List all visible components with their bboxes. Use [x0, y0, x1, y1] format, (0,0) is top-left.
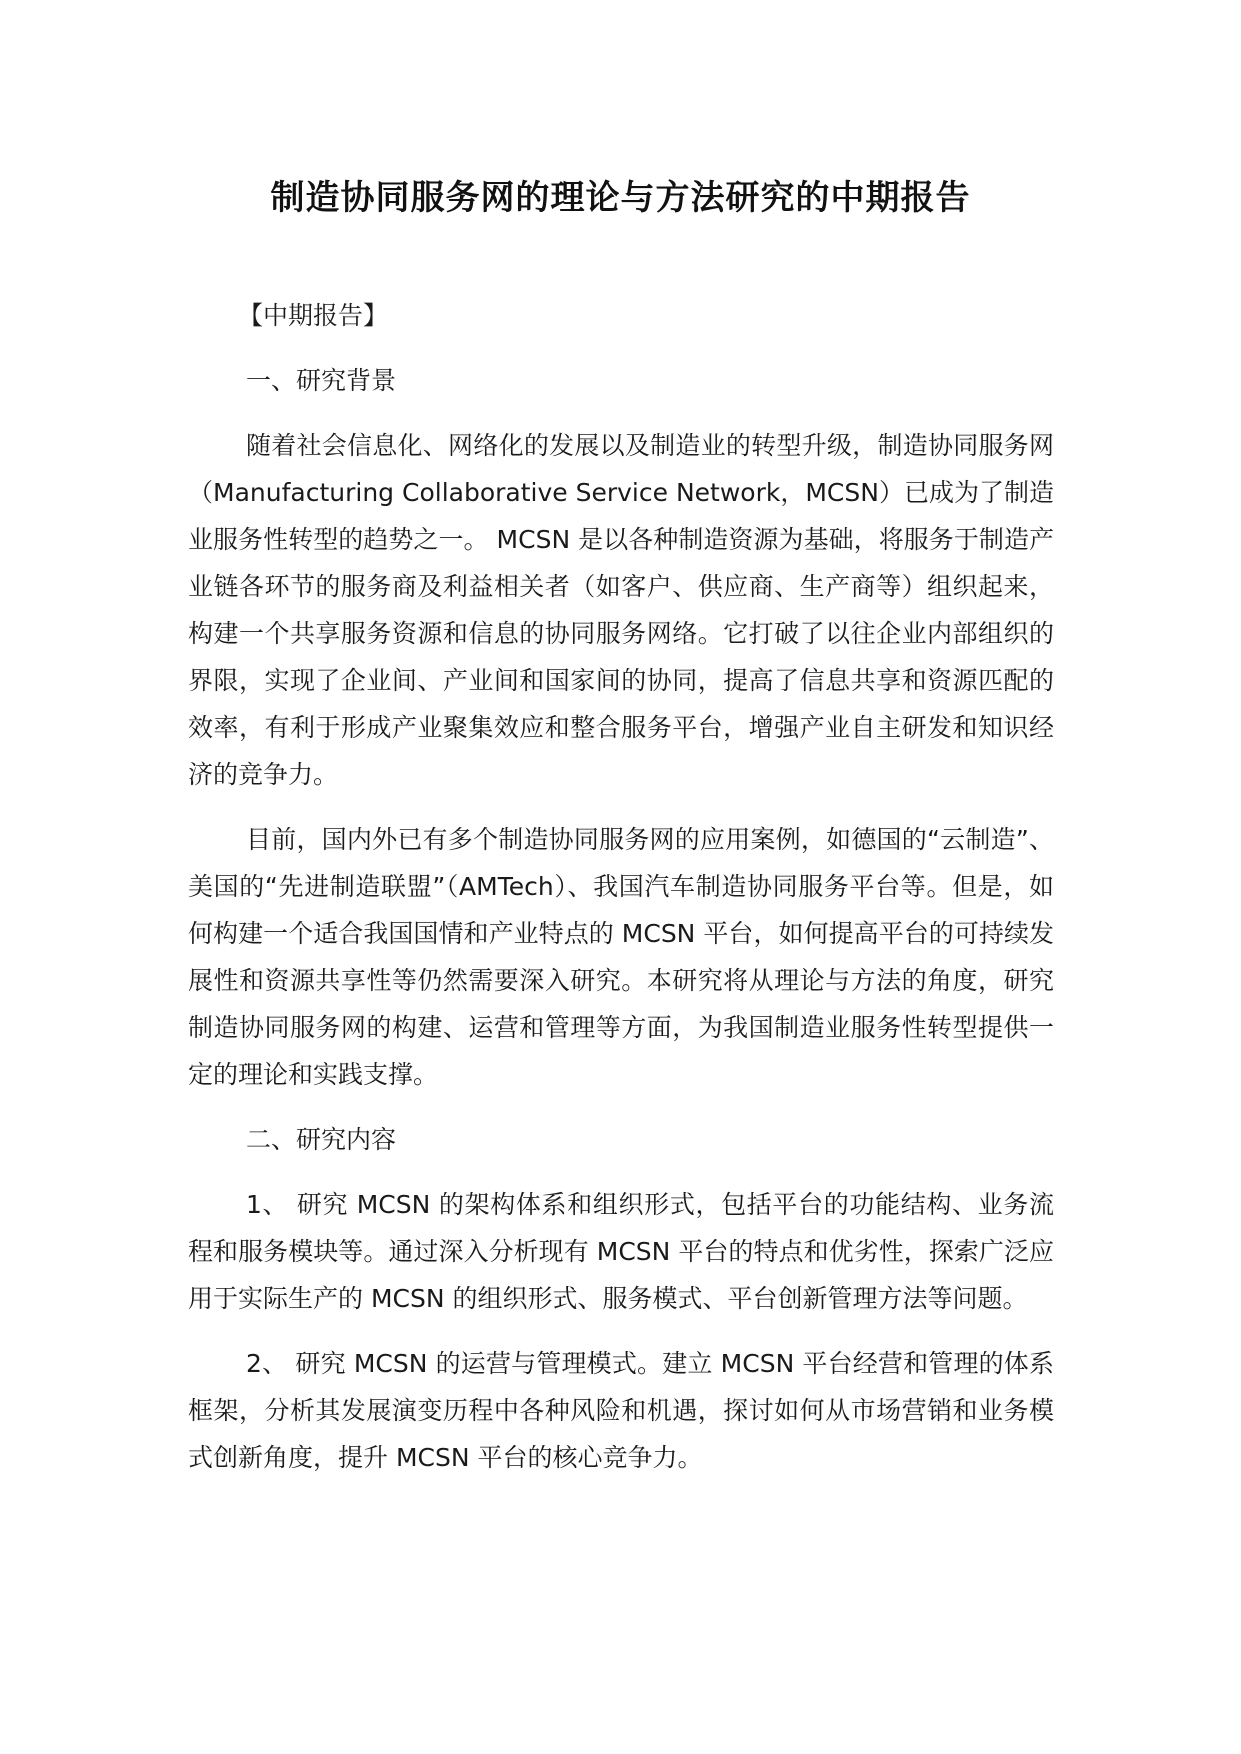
research-content-item: 2、 研究 MCSN 的运营与管理模式。建立 MCSN 平台经营和管理的体系框架，分析其发展演变历程中各种风险和机遇，探讨如何从市场营销和业务模式创新角度，提升 MCSN 平台的核心竞争力。 [188, 1349, 1054, 1472]
background-paragraph: 目前，国内外已有多个制造协同服务网的应用案例，如德国的“云制造”、美国的“先进制造联盟”（AMTech）、我国汽车制造协同服务平台等。但是，如何构建一个适合我国国情和产业特点的 MCSN 平台，如何提高平台的可持续发展性和资源共享性等仍然需要深入研究。本研究将从理论与方法的角度，研究制造协同服务网的构建、运营和管理等方面，为我国制造业服务性转型提供一定的理论和实践支撑。 [188, 825, 1054, 1089]
document-title: 制造协同服务网的理论与方法研究的中期报告 [270, 178, 971, 218]
background-paragraph: 随着社会信息化、网络化的发展以及制造业的转型升级，制造协同服务网（Manufacturing Collaborative Service Network，MCSN）已成为了制造业服务性转型的趋势之一。 MCSN 是以各种制造资源为基础，将服务于制造产业链各环节的服务商及利益相关者（如客户、供应商、生产商等）组织起来，构建一个共享服务资源和信息的协同服务网络。它打破了以往企业内部组织的界限，实现了企业间、产业间和国家间的协同，提高了信息共享和资源匹配的效率，有利于形成产业聚集效应和整合服务平台，增强产业自主研发和知识经济的竞争力。 [188, 431, 1054, 789]
section-heading-content: 二、研究内容 [246, 1125, 397, 1154]
report-label: 【中期报告】 [238, 301, 389, 330]
document-body [188, 292, 1054, 1499]
section-heading-background: 一、研究背景 [246, 366, 397, 395]
research-content-item: 1、 研究 MCSN 的架构体系和组织形式，包括平台的功能结构、业务流程和服务模块等。通过深入分析现有 MCSN 平台的特点和优劣性，探索广泛应用于实际生产的 MCSN 的组织形式、服务模式、平台创新管理方法等问题。 [188, 1190, 1054, 1313]
